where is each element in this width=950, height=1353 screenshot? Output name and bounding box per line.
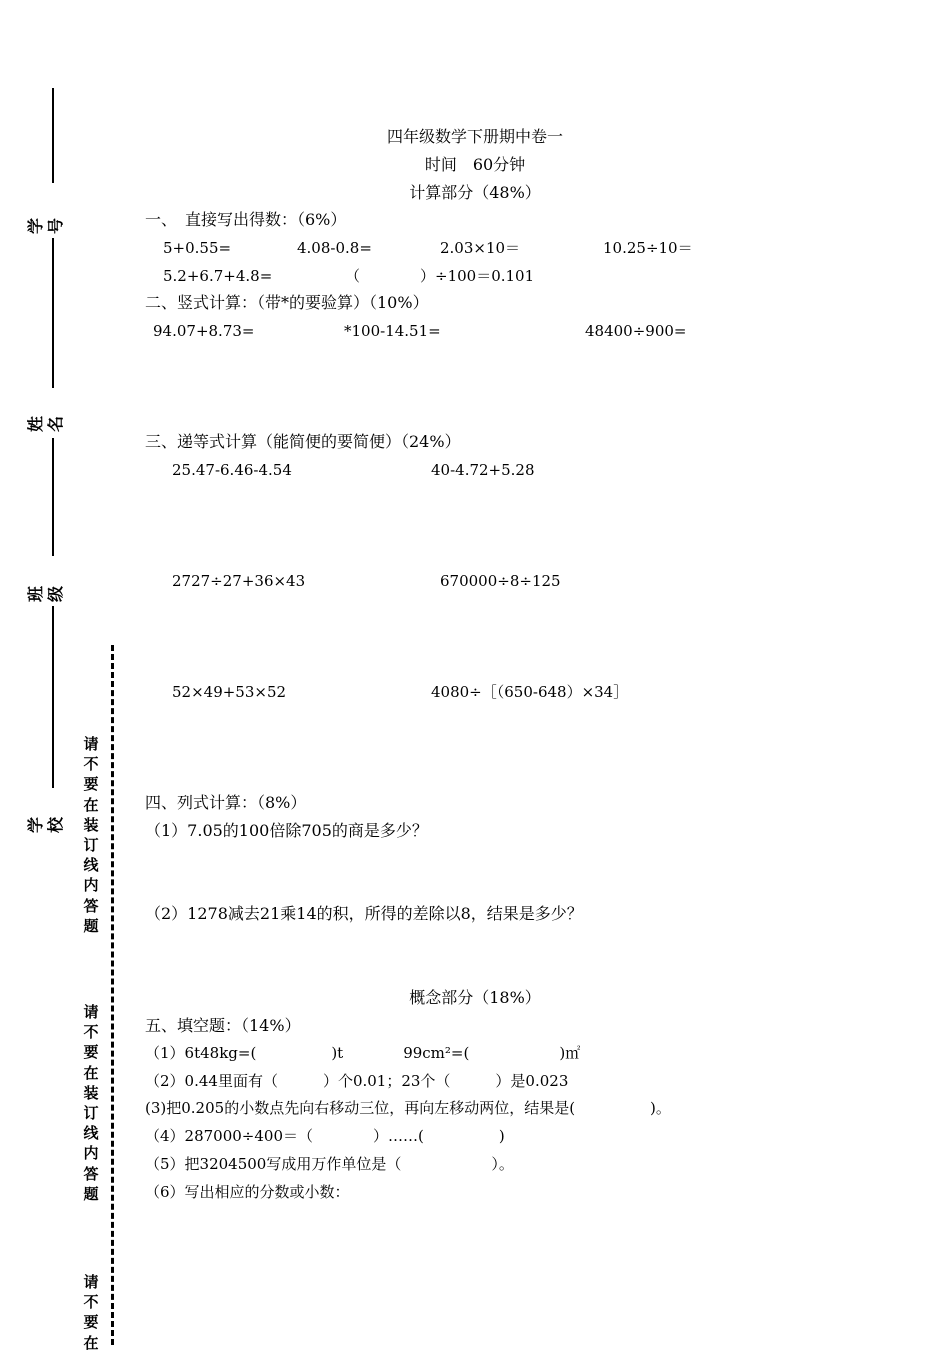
q1-title: 一、 直接写出得数：（6%） xyxy=(145,210,347,229)
binding-line-3 xyxy=(52,438,54,556)
q4-item-2: （2）1278减去21乘14的积，所得的差除以8，结果是多少？ xyxy=(145,904,583,923)
q5-item-5: （5）把3204500写成用万作单位是（ ）。 xyxy=(145,1155,514,1173)
q2-title: 二、竖式计算：（带*的要验算）（10%） xyxy=(145,293,429,312)
exam-time: 时间 60分钟 xyxy=(424,155,526,174)
q1-item-2: 4.08-0.8= xyxy=(297,239,372,257)
q3-item-3: 2727÷27+36×43 xyxy=(172,572,306,590)
q4-item-1: （1）7.05的100倍除705的商是多少？ xyxy=(145,821,428,840)
q2-item-1: 94.07+8.73= xyxy=(153,322,255,340)
margin-label-class: 班级 xyxy=(26,586,65,603)
q1-item-6: （ ）÷100＝0.101 xyxy=(345,267,535,285)
page-title: 四年级数学下册期中卷一 xyxy=(386,127,563,146)
q3-item-2: 40-4.72+5.28 xyxy=(431,461,535,479)
q1-item-4: 10.25÷10＝ xyxy=(603,239,693,257)
q5-item-4: （4）287000÷400＝（ ）……( ) xyxy=(145,1127,505,1145)
binding-note-3: 请不要在 xyxy=(83,1273,99,1352)
q3-title: 三、递等式计算（能简便的要简便）（24%） xyxy=(145,432,461,451)
q5-item-1: （1）6t48kg=( )t 99cm²=( )㎡ xyxy=(145,1044,581,1062)
q3-item-4: 670000÷8÷125 xyxy=(440,572,561,590)
q3-item-5: 52×49+53×52 xyxy=(172,683,287,701)
q1-item-5: 5.2+6.7+4.8= xyxy=(163,267,273,285)
q1-item-3: 2.03×10＝ xyxy=(440,239,521,257)
q3-item-6: 4080÷［（650-648）×34］ xyxy=(431,683,629,701)
q1-item-1: 5+0.55= xyxy=(163,239,232,257)
q2-item-2: *100-14.51= xyxy=(344,322,441,340)
margin-label-student-id: 学号 xyxy=(26,218,65,235)
q2-item-3: 48400÷900= xyxy=(585,322,687,340)
section-concept: 概念部分（18%） xyxy=(409,988,541,1007)
q5-item-3: (3)把0.205的小数点先向右移动三位，再向左移动两位，结果是( )。 xyxy=(145,1099,671,1117)
q5-item-6: （6）写出相应的分数或小数： xyxy=(145,1183,350,1201)
section-calculation: 计算部分（48%） xyxy=(409,183,541,202)
q5-title: 五、填空题：（14%） xyxy=(145,1016,301,1035)
binding-line-4 xyxy=(52,606,54,788)
binding-note-1: 请不要在装订线内答题 xyxy=(83,735,99,935)
q4-title: 四、列式计算：（8%） xyxy=(145,793,307,812)
binding-line-2 xyxy=(52,238,54,388)
q3-item-1: 25.47-6.46-4.54 xyxy=(172,461,292,479)
margin-label-school: 学校 xyxy=(26,817,65,834)
q5-item-2: （2）0.44里面有（ ）个0.01；23个（ ）是0.023 xyxy=(145,1072,569,1090)
binding-note-2: 请不要在装订线内答题 xyxy=(83,1003,99,1203)
margin-label-name: 姓名 xyxy=(26,416,65,433)
